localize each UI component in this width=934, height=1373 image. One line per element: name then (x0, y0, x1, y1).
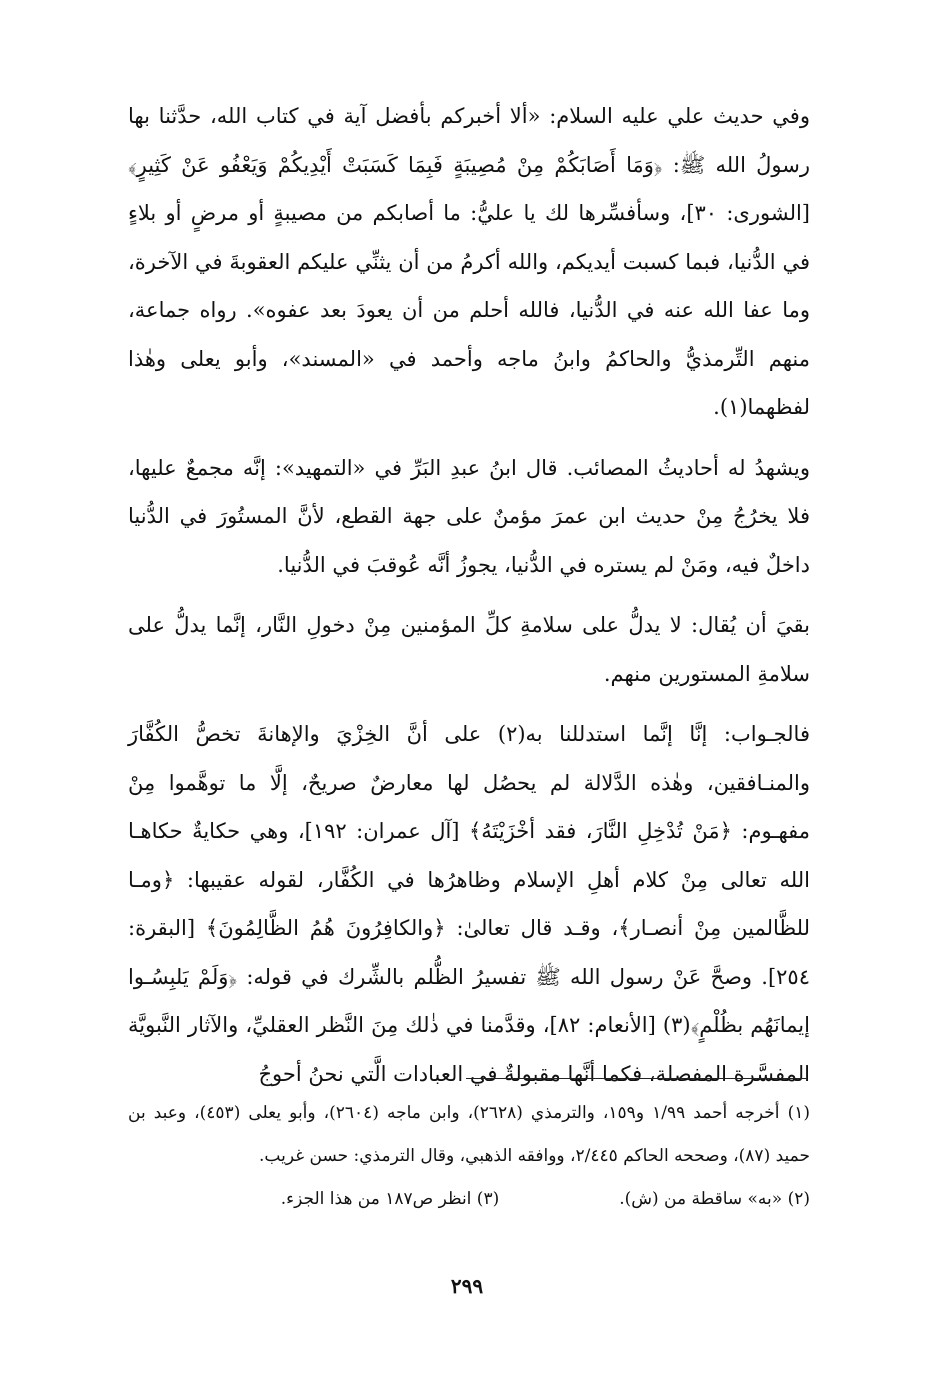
main-text (128, 92, 810, 1098)
paragraph: بقيَ أن يُقال: لا يدلُّ على سلامةِ كلِّ المؤمنين مِنْ دخولِ النَّار، إنَّما يدلُّ على سلامةِ المستورين منهم. (128, 613, 810, 686)
footnote-row (128, 1178, 810, 1221)
footnote-3: (٣) انظر ص١٨٧ من هذا الجزء. (280, 1189, 500, 1209)
footnote-1: (١) أخرجه أحمد ١/٩٩ و١٥٩، والترمذي (٢٦٢٨)، وابن ماجه (٢٦٠٤)، وأبو يعلى (٤٥٣)، وعبد بن حميد (٨٧)، وصححه الحاكم ٢/٤٤٥، ووافقه الذهبي، وقال الترمذي: حسن غريب. (128, 1103, 810, 1166)
paragraph: فالجـواب: إنَّا إنَّما استدللنا به(٢) على أنَّ الخِزْيَ والإهانةَ تخصُّ الكُفَّارَ والمنـافقين، وهٰذه الدَّلالة لم يحصُل لها معارضٌ صريحٌ، إلَّا ما توهَّموا مِنْ مفهـوم: ﴿مَنْ تُدْخِلِ النَّارَ، فقد أخْزَيْتَهُ﴾ [آل عمران: ١٩٢]، وهي حكايةٌ حكاهـا الله تعالى مِنْ كلام أهلِ الإسلام وظاهرُها في الكُفَّار، لقوله عقيبها: ﴿ومـا للظَّالمين مِنْ أنصـار﴾، وقـد قال تعالىٰ: ﴿والكافِرُونَ هُمُ الظَّالِمُونَ﴾ [البقرة: ٢٥٤]. وصحَّ عَنْ رسول الله ﷺ تفسيرُ الظُّلم بالشِّرك في قوله: ﴿وَلَمْ يَلبِسُـوا إيمانَهُم بظُلْمٍ﴾(٣) [الأنعام: ٨٢]، وقدَّمنا في ذٰلك مِنَ النَّظر العقليِّ، والآثار النَّبويَّة المفسَّرة المفصلة، فكما أنَّها مقبولةٌ في العبادات الَّتي نحنُ أحوجُ (128, 722, 810, 1086)
footnote-2: (٢) «به» ساقطة من (ش). (619, 1189, 810, 1209)
footnotes (128, 1092, 810, 1221)
paragraph: ويشهدُ له أحاديثُ المصائب. قال ابنُ عبدِ البَرِّ في «التمهيد»: إنَّه مجمعٌ عليها، فلا يخرُجُ مِنْ حديث ابن عمرَ مؤمنٌ على جهة القطع، لأنَّ المستُورَ في الدُّنيا داخلٌ فيه، ومَنْ لم يستره في الدُّنيا، يجوزُ أنَّه عُوقبَ في الدُّنيا. (128, 455, 810, 577)
paragraph: وفي حديث علي عليه السلام: «ألا أخبركم بأفضل آية في كتاب الله، حدَّثنا بها رسولُ الله ﷺ: ﴿وَمَا أَصَابَكُمْ مِنْ مُصِيبَةٍ فَبِمَا كَسَبَتْ أَيْدِيكُمْ وَيَعْفُو عَنْ كَثِيرٍ﴾ [الشورى: ٣٠]، وسأفسِّرها لك يا عليُّ: ما أصابكم من مصيبةٍ أو مرضٍ أو بلاءٍ في الدُّنيا، فبما كسبت أيديكم، والله أكرمُ من أن يثنِّي عليكم العقوبةَ في الآخرة، وما عفا الله عنه في الدُّنيا، فالله أحلم من أن يعودَ بعد عفوه». رواه جماعة، منهم التِّرمذيُّ والحاكمُ وابنُ ماجه وأحمد في «المسند»، وأبو يعلى وهٰذا لفظهما(١). (128, 104, 811, 419)
footnote-separator (466, 1078, 806, 1079)
page-number: ٢٩٩ (450, 1274, 484, 1298)
